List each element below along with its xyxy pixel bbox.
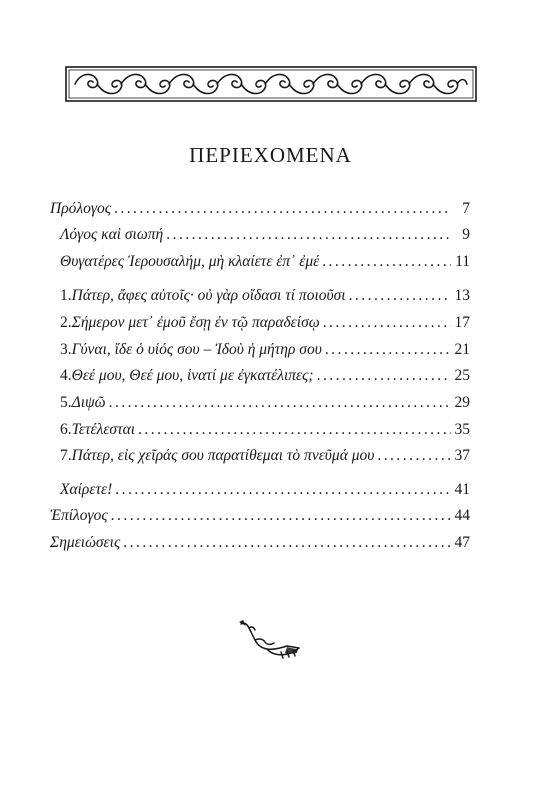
toc-entry[interactable]: [50, 507, 470, 533]
dot-leader: [114, 200, 451, 218]
toc-entry-page: 37: [454, 447, 470, 464]
toc-entry-label: Τετέλεσται: [71, 421, 136, 438]
dot-leader: [123, 534, 451, 552]
toc-entry[interactable]: [60, 481, 470, 507]
toc-entry-label: Πάτερ, εἰς χεῖράς σου παρατίθεμαι τὸ πνεῦμά μου: [71, 447, 375, 464]
toc-entry-page: 21: [454, 341, 470, 358]
toc-entry-label: Ἐπίλογος: [50, 507, 108, 524]
toc-entry-number: 7.: [60, 447, 72, 464]
toc-entry-label: Διψῶ: [71, 394, 106, 411]
toc-entry-label: Λόγος καὶ σιωπή: [60, 226, 164, 243]
dot-leader: [166, 226, 451, 244]
dot-leader: [377, 447, 451, 465]
toc-entry-page: 11: [455, 253, 470, 270]
toc-entry-page: 17: [454, 314, 470, 331]
toc-entry-number: 5.: [60, 394, 72, 411]
toc-entry-page: 41: [454, 481, 470, 498]
toc-entry-label: Γύναι, ἴδε ὁ υἱός σου – Ἰδοὺ ἡ μήτηρ σου: [71, 341, 322, 358]
toc-entry-number: 3.: [60, 341, 72, 358]
toc-entry-number: 2.: [60, 314, 72, 331]
toc-entry[interactable]: [50, 200, 470, 226]
toc-entry-page: 35: [454, 421, 470, 438]
toc-entry[interactable]: [60, 314, 470, 340]
toc-entry-page: 47: [454, 534, 470, 551]
dot-leader: [115, 481, 451, 499]
toc-entry-page: 13: [454, 287, 470, 304]
toc-entry-number: 4.: [60, 367, 72, 384]
toc-entry-label: Θυγατέρες Ἱερουσαλήμ, μὴ κλαίετε ἐπ᾿ ἐμέ: [60, 253, 320, 270]
toc-entry-label: Θεέ μου, Θεέ μου, ἱνατί με ἐγκατέλιπες;: [71, 367, 314, 384]
ornamental-border-icon: [65, 66, 477, 102]
dot-leader: [109, 394, 451, 412]
dot-leader: [325, 341, 451, 359]
toc-entry-label: Πρόλογος: [50, 200, 111, 217]
toc-entry[interactable]: [60, 394, 470, 420]
toc-entry-label: Χαίρετε!: [60, 481, 113, 498]
toc-entry[interactable]: [60, 421, 470, 447]
toc-entry-label: Σήμερον μετ᾿ ἐμοῦ ἔσῃ ἐν τῷ παραδείσῳ: [71, 314, 320, 331]
dot-leader: [349, 287, 451, 305]
toc-entry-page: 25: [454, 367, 470, 384]
toc-entry[interactable]: [60, 287, 470, 313]
toc-entry[interactable]: [60, 253, 470, 279]
toc-entry[interactable]: [60, 367, 470, 393]
toc-entry[interactable]: [60, 226, 470, 252]
toc-entry-page: 9: [462, 226, 470, 243]
dot-leader: [111, 507, 451, 525]
dot-leader: [323, 314, 451, 332]
toc-entry-label: Σημειώσεις: [50, 534, 121, 551]
dot-leader: [138, 421, 451, 439]
toc-entry-page: 44: [454, 507, 470, 524]
toc-entry[interactable]: [60, 447, 470, 473]
dot-leader: [322, 253, 451, 271]
pointing-hand-quill-icon: [237, 618, 303, 662]
page-title: ΠΕΡΙΕΧΟΜΕΝΑ: [189, 143, 352, 167]
toc-entry-page: 29: [454, 394, 470, 411]
dot-leader: [317, 367, 451, 385]
toc-entry[interactable]: [60, 341, 470, 367]
toc-entry-label: Πάτερ, ἄφες αὐτοῖς· οὐ γὰρ οἴδασι τί ποιοῦσι: [71, 287, 346, 304]
toc-entry-page: 7: [462, 200, 470, 217]
toc-entry-number: 1.: [60, 287, 72, 304]
toc-entry[interactable]: [50, 534, 470, 560]
toc-entry-number: 6.: [60, 421, 72, 438]
